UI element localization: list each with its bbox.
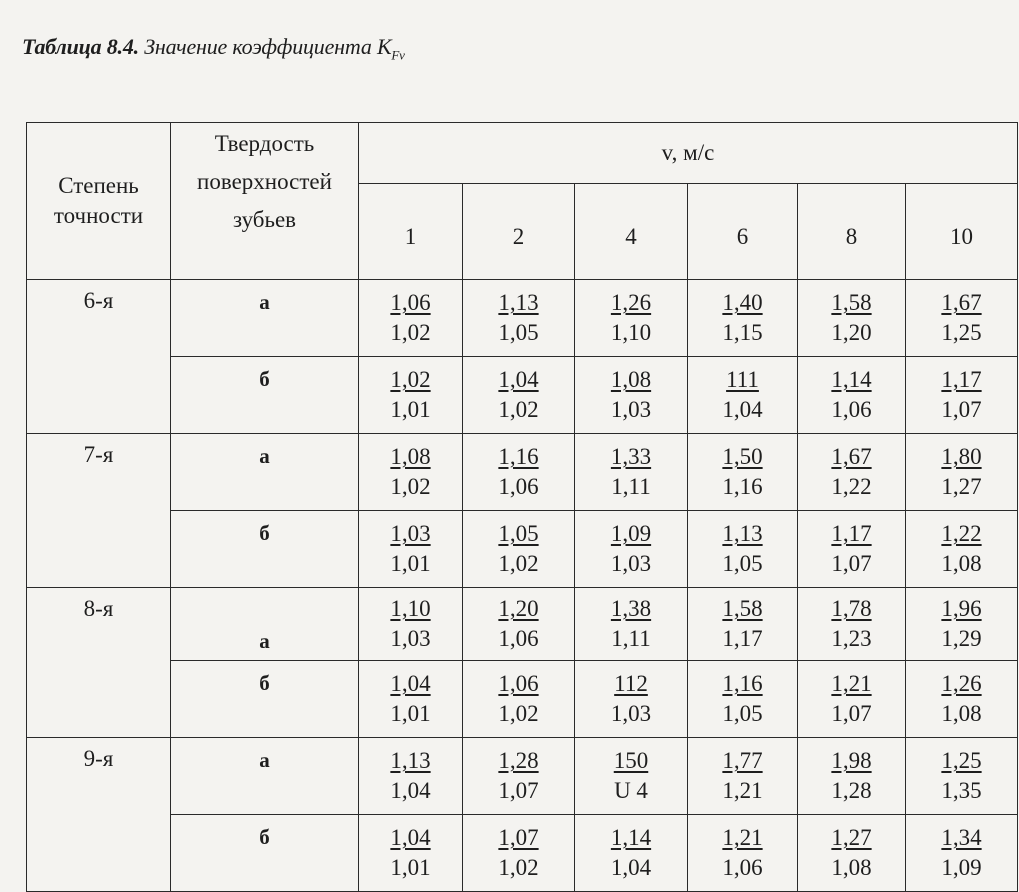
coefficient-cell: [798, 815, 906, 892]
coefficient-value-straight: 1,06: [390, 290, 431, 315]
coefficient-value-helical: 1,07: [498, 778, 539, 803]
hardness-group: а: [171, 434, 359, 511]
table-caption: [22, 34, 405, 63]
coefficient-cell: [906, 357, 1018, 434]
coefficient-value-straight: 1,08: [390, 444, 431, 469]
coefficient-value-helical: 1,03: [390, 626, 431, 651]
coefficient-cell: [688, 815, 798, 892]
coefficient-cell: [359, 280, 463, 357]
coefficient-value-helical: 1,25: [941, 320, 982, 345]
table-row: [27, 357, 1018, 434]
coefficient-cell: [463, 815, 575, 892]
coefficient-value-helical: 1,07: [941, 397, 982, 422]
coefficient-value-helical: 1,07: [831, 551, 872, 576]
coefficient-value-straight: 1,03: [390, 521, 431, 546]
coefficient-value-helical: 1,11: [611, 474, 651, 499]
table-row: [27, 738, 1018, 815]
coefficient-cell: [463, 280, 575, 357]
coefficient-cell: [906, 511, 1018, 588]
hardness-group: а: [171, 738, 359, 815]
coefficient-cell: [688, 357, 798, 434]
precision-degree: 9-я: [27, 738, 171, 892]
coefficient-value-straight: 1,22: [941, 521, 982, 546]
coefficient-cell: [575, 738, 688, 815]
coefficient-value-helical: 1,09: [941, 855, 982, 880]
coefficient-value-helical: 1,35: [941, 778, 982, 803]
caption-subscript: Fv: [391, 47, 405, 63]
header-speed-value: 2: [463, 184, 575, 280]
precision-degree: 6-я: [27, 280, 171, 434]
coefficient-value-straight: 1,21: [831, 671, 872, 696]
hardness-group: б: [171, 357, 359, 434]
caption-lead: Таблица 8.4.: [22, 34, 139, 59]
coefficient-value-straight: 1,13: [390, 748, 431, 773]
coefficient-value-helical: 1,06: [722, 855, 763, 880]
coefficient-cell: [359, 661, 463, 738]
coefficient-value-helical: 1,05: [722, 551, 763, 576]
coefficient-value-straight: 1,06: [498, 671, 539, 696]
table-row: [27, 661, 1018, 738]
coefficient-value-helical: 1,02: [390, 320, 431, 345]
coefficient-cell: [575, 357, 688, 434]
coefficient-value-straight: 1,25: [941, 748, 982, 773]
coefficient-cell: [359, 815, 463, 892]
coefficient-cell: [463, 661, 575, 738]
header-speed-value: 6: [688, 184, 798, 280]
coefficient-value-straight: 1,58: [722, 596, 763, 621]
header-speed-value: 1: [359, 184, 463, 280]
coefficient-value-straight: 1,20: [498, 596, 539, 621]
coefficient-value-helical: 1,21: [722, 778, 763, 803]
coefficient-cell: [798, 357, 906, 434]
coefficient-value-straight: 1,98: [831, 748, 872, 773]
coefficient-cell: [906, 588, 1018, 661]
coefficient-cell: [906, 434, 1018, 511]
coefficient-cell: [688, 434, 798, 511]
coefficient-value-straight: 1,80: [941, 444, 982, 469]
hardness-group: б: [171, 511, 359, 588]
coefficient-value-straight: 1,14: [610, 825, 652, 850]
table-row: [27, 511, 1018, 588]
coefficient-cell: [688, 280, 798, 357]
header-speed-value: 4: [575, 184, 688, 280]
coefficient-value-straight: 1,04: [390, 671, 431, 696]
coefficient-cell: [463, 738, 575, 815]
coefficient-value-straight: 1,67: [941, 290, 982, 315]
coefficient-cell: [463, 434, 575, 511]
coefficient-value-straight: 1,78: [831, 596, 872, 621]
coefficient-cell: [359, 357, 463, 434]
coefficient-value-helical: 1,04: [610, 855, 652, 880]
coefficient-value-helical: 1,02: [498, 397, 539, 422]
table-row: [27, 588, 1018, 661]
coefficient-value-helical: 1,06: [498, 474, 539, 499]
coefficient-value-straight: 1,07: [498, 825, 539, 850]
coefficient-value-helical: 1,06: [831, 397, 872, 422]
coefficient-value-helical: 1,29: [941, 626, 982, 651]
coefficient-value-straight: 1,17: [941, 367, 982, 392]
coefficient-value-helical: 1,08: [831, 855, 872, 880]
coefficient-cell: [688, 588, 798, 661]
coefficient-cell: [359, 738, 463, 815]
coefficient-value-straight: 1,58: [831, 290, 872, 315]
header-speed-value: 8: [798, 184, 906, 280]
coefficient-value-straight: 111: [726, 367, 759, 392]
coefficient-value-straight: 1,13: [498, 290, 539, 315]
coefficient-value-helical: 1,01: [390, 701, 431, 726]
coefficient-value-helical: U 4: [614, 778, 648, 803]
coefficient-value-helical: 1,17: [722, 626, 763, 651]
coefficient-value-helical: 1,10: [610, 320, 652, 345]
coefficient-value-helical: 1,08: [941, 551, 982, 576]
coefficient-cell: [906, 815, 1018, 892]
coefficient-value-helical: 1,02: [498, 551, 539, 576]
coefficient-value-helical: 1,06: [498, 626, 539, 651]
coefficient-value-straight: 1,50: [722, 444, 763, 469]
coefficient-value-straight: 1,14: [831, 367, 872, 392]
coefficient-value-straight: 1,16: [722, 671, 763, 696]
coefficient-cell: [463, 511, 575, 588]
coefficient-cell: [688, 738, 798, 815]
coefficient-value-helical: 1,11: [611, 626, 651, 651]
coefficient-value-straight: 1,13: [722, 521, 763, 546]
coefficient-value-helical: 1,01: [390, 397, 431, 422]
coefficient-cell: [575, 588, 688, 661]
coefficient-value-straight: 1,04: [390, 825, 431, 850]
header-speed: v, м/с: [359, 123, 1018, 184]
coefficient-cell: [798, 738, 906, 815]
precision-degree: 7-я: [27, 434, 171, 588]
coefficient-value-helical: 1,15: [722, 320, 763, 345]
coefficient-value-helical: 1,27: [941, 474, 982, 499]
coefficient-value-helical: 1,22: [831, 474, 872, 499]
coefficient-table: [26, 122, 1018, 892]
coefficient-value-helical: 1,03: [610, 397, 652, 422]
coefficient-value-straight: 1,09: [610, 521, 652, 546]
coefficient-cell: [798, 511, 906, 588]
coefficient-value-helical: 1,28: [831, 778, 872, 803]
coefficient-value-helical: 1,02: [498, 701, 539, 726]
coefficient-value-straight: 1,67: [831, 444, 872, 469]
header-degree: Степень точности: [27, 123, 171, 280]
coefficient-value-helical: 1,03: [610, 701, 652, 726]
coefficient-value-helical: 1,05: [498, 320, 539, 345]
coefficient-value-straight: 1,33: [610, 444, 652, 469]
coefficient-value-helical: 1,16: [722, 474, 763, 499]
coefficient-value-helical: 1,03: [610, 551, 652, 576]
coefficient-cell: [359, 434, 463, 511]
coefficient-value-helical: 1,04: [722, 397, 763, 422]
coefficient-value-straight: 1,96: [941, 596, 982, 621]
coefficient-value-straight: 1,77: [722, 748, 763, 773]
coefficient-value-straight: 1,16: [498, 444, 539, 469]
coefficient-value-helical: 1,02: [390, 474, 431, 499]
hardness-group: а: [171, 280, 359, 357]
coefficient-value-straight: 1,27: [831, 825, 872, 850]
coefficient-cell: [688, 511, 798, 588]
coefficient-cell: [575, 661, 688, 738]
coefficient-cell: [798, 280, 906, 357]
coefficient-cell: [798, 588, 906, 661]
table-row: [27, 280, 1018, 357]
coefficient-value-helical: 1,04: [390, 778, 431, 803]
hardness-group: а: [171, 588, 359, 661]
coefficient-cell: [575, 815, 688, 892]
coefficient-value-straight: 1,38: [610, 596, 652, 621]
coefficient-value-helical: 1,20: [831, 320, 872, 345]
coefficient-cell: [463, 588, 575, 661]
coefficient-cell: [359, 588, 463, 661]
coefficient-cell: [798, 661, 906, 738]
coefficient-value-straight: 1,40: [722, 290, 763, 315]
coefficient-value-straight: 1,02: [390, 367, 431, 392]
coefficient-value-straight: 1,26: [610, 290, 652, 315]
table-row: [27, 815, 1018, 892]
coefficient-value-straight: 1,05: [498, 521, 539, 546]
coefficient-value-helical: 1,08: [941, 701, 982, 726]
hardness-group: б: [171, 815, 359, 892]
coefficient-value-helical: 1,01: [390, 551, 431, 576]
coefficient-cell: [575, 280, 688, 357]
coefficient-value-straight: 1,34: [941, 825, 982, 850]
coefficient-cell: [688, 661, 798, 738]
coefficient-value-straight: 1,10: [390, 596, 431, 621]
coefficient-value-helical: 1,02: [498, 855, 539, 880]
coefficient-cell: [359, 511, 463, 588]
coefficient-cell: [798, 434, 906, 511]
precision-degree: 8-я: [27, 588, 171, 738]
coefficient-value-straight: 1,28: [498, 748, 539, 773]
coefficient-value-straight: 150: [613, 748, 649, 773]
coefficient-value-helical: 1,23: [831, 626, 872, 651]
coefficient-value-helical: 1,05: [722, 701, 763, 726]
table-row: [27, 434, 1018, 511]
coefficient-value-straight: 1,08: [610, 367, 652, 392]
header-hardness: Твердость поверхностей зубьев: [171, 123, 359, 280]
coefficient-cell: [906, 661, 1018, 738]
coefficient-cell: [906, 280, 1018, 357]
coefficient-value-straight: 1,26: [941, 671, 982, 696]
caption-text: Значение коэффициента K: [138, 34, 392, 59]
hardness-group: б: [171, 661, 359, 738]
coefficient-value-straight: 1,17: [831, 521, 872, 546]
coefficient-value-straight: 112: [614, 671, 648, 696]
coefficient-value-helical: 1,01: [390, 855, 431, 880]
coefficient-value-helical: 1,07: [831, 701, 872, 726]
coefficient-cell: [575, 434, 688, 511]
coefficient-cell: [906, 738, 1018, 815]
coefficient-value-straight: 1,04: [498, 367, 539, 392]
coefficient-cell: [575, 511, 688, 588]
header-speed-value: 10: [906, 184, 1018, 280]
coefficient-cell: [463, 357, 575, 434]
coefficient-value-straight: 1,21: [722, 825, 763, 850]
